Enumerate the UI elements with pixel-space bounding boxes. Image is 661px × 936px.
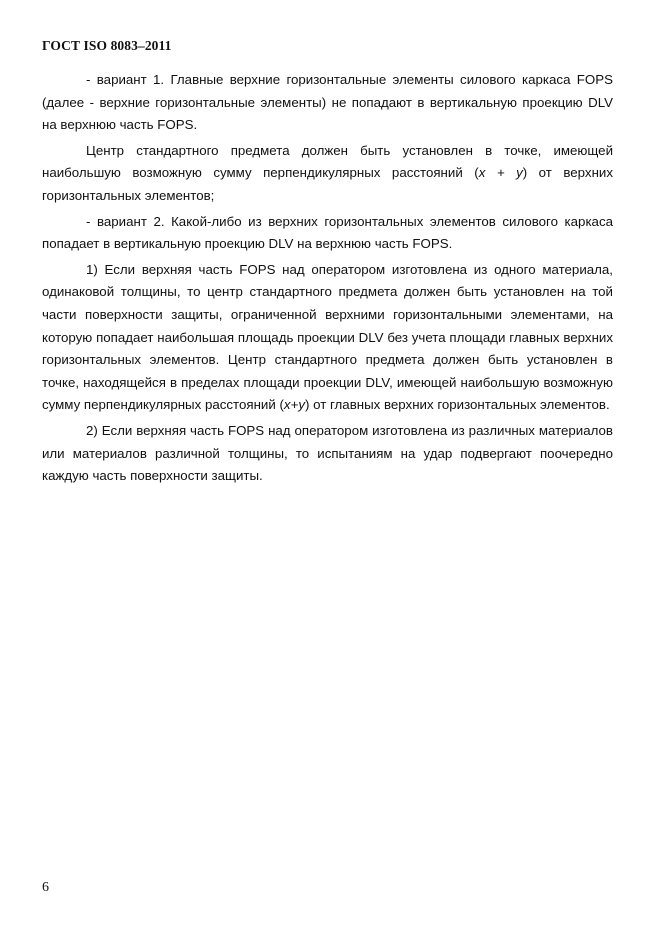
paragraph-text: ) от главных верхних горизонтальных элементов.	[304, 397, 610, 413]
paragraph-variant-2: - вариант 2. Какой-либо из верхних горизонтальных элементов силового каркаса попадает в вертикальную проекцию DLV на верхнюю часть FOPS.	[42, 213, 613, 252]
paragraph-text: Центр стандартного предмета должен быть установлен в точке, имеющей наибольшую возможную сумму перпендикулярных расстояний (	[42, 142, 613, 181]
page-number: 6	[42, 880, 49, 895]
paragraph-text: 1) Если верхняя часть FOPS над оператором изготовлена из одного материала, одинаковой толщины, то центр стандартного предмета должен быть установлен на той части поверхности защиты, ограниченной верхними горизонтальными элементами, на которую попадает наибольшая площадь проекции DLV без учета площади главных верхних горизонтальных элементов. Центр стандартного предмета должен быть установлен в точке, находящейся в пределах площади проекции DLV, имеющей наибольшую возможную сумму перпендикулярных расстояний (	[42, 261, 613, 413]
paragraph-variant-1: - вариант 1. Главные верхние горизонтальные элементы силового каркаса FOPS (далее - верхние горизонтальные элементы) не попадают в вертикальную проекцию DLV на верхнюю часть FOPS.	[42, 72, 613, 133]
paragraph-center-placement	[42, 140, 613, 208]
paragraph-item-2: 2) Если верхняя часть FOPS над оператором изготовлена из различных материалов или материалов различной толщины, то испытаниям на удар подвергают поочередно каждую часть поверхности защиты.	[42, 422, 613, 484]
document-body	[42, 69, 613, 488]
paragraph-text: ) от верхних горизонтальных элементов;	[42, 165, 613, 203]
formula: x + y	[478, 165, 523, 181]
formula: x+y	[283, 397, 305, 413]
document-header: ГОСТ ISO 8083–2011	[42, 38, 172, 53]
paragraph-item-1	[42, 259, 613, 417]
